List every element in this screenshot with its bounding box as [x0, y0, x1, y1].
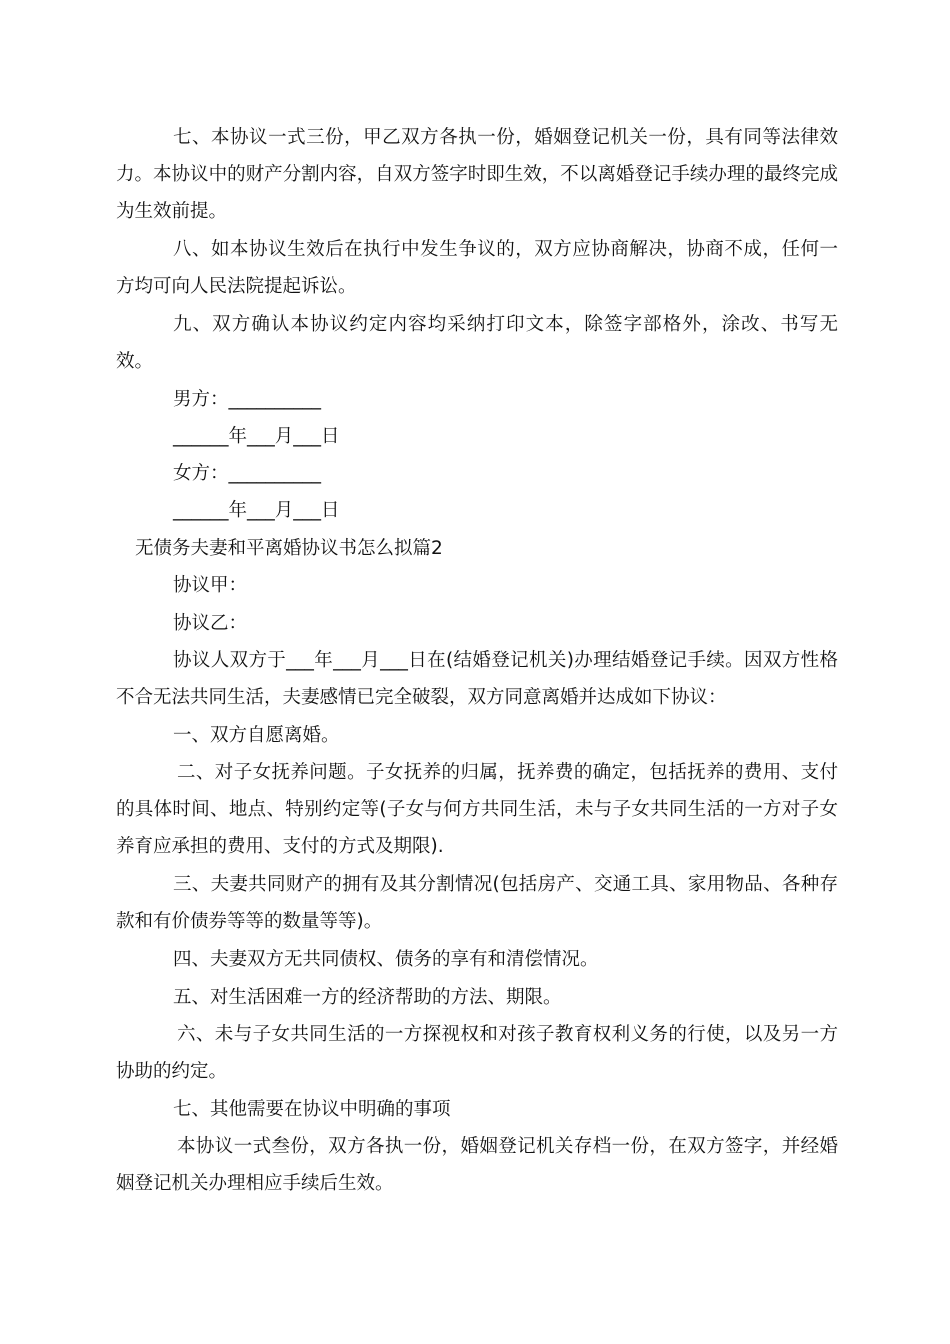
paragraph-item-3: 三、夫妻共同财产的拥有及其分割情况(包括房产、交通工具、家用物品、各种存款和有价债券等等的数量等等)。: [116, 874, 838, 932]
paragraph-item-7: 七、其他需要在协议中明确的事项: [173, 1099, 451, 1120]
paragraph-item-5: 五、对生活困难一方的经济帮助的方法、期限。: [173, 987, 562, 1008]
male-signature-line: 男方：__________: [173, 389, 322, 410]
paragraph-clause-7: 七、本协议一式三份，甲乙双方各执一份，婚姻登记机关一份，具有同等法律效力。本协议中的财产分割内容，自双方签字时即生效，不以离婚登记手续办理的最终完成为生效前提。: [116, 127, 838, 222]
paragraph-item-6: 六、未与子女共同生活的一方探视权和对孩子教育权利义务的行使，以及另一方协助的约定。: [116, 1024, 838, 1082]
paragraph-item-4: 四、夫妻双方无共同债权、债务的享有和清偿情况。: [173, 949, 599, 970]
date-line-1: ______年___月___日: [173, 426, 340, 447]
paragraph-closing: 本协议一式叁份，双方各执一份，婚姻登记机关存档一份，在双方签字，并经婚姻登记机关办理相应手续后生效。: [116, 1136, 838, 1194]
female-signature-line: 女方：__________: [173, 463, 322, 484]
paragraph-intro: 协议人双方于___年___月___日在(结婚登记机关)办理结婚登记手续。因双方性格不合无法共同生活，夫妻感情已完全破裂，双方同意离婚并达成如下协议：: [116, 650, 838, 708]
section-title: 无债务夫妻和平离婚协议书怎么拟篇2: [135, 538, 443, 559]
paragraph-clause-8: 八、如本协议生效后在执行中发生争议的，双方应协商解决，协商不成，任何一方均可向人民法院提起诉讼。: [116, 239, 838, 297]
paragraph-item-1: 一、双方自愿离婚。: [173, 725, 340, 746]
date-line-2: ______年___月___日: [173, 500, 340, 521]
paragraph-item-2: 二、对子女抚养问题。子女抚养的归属，抚养费的确定，包括抚养的费用、支付的具体时间、地点、特别约定等(子女与何方共同生活，未与子女共同生活的一方对子女养育应承担的费用、支付的方式及期限).: [116, 762, 838, 857]
party-a-label: 协议甲：: [173, 575, 248, 596]
paragraph-clause-9: 九、双方确认本协议约定内容均采纳打印文本，除签字部格外，涂改、书写无效。: [116, 314, 838, 372]
party-b-label: 协议乙：: [173, 613, 248, 634]
